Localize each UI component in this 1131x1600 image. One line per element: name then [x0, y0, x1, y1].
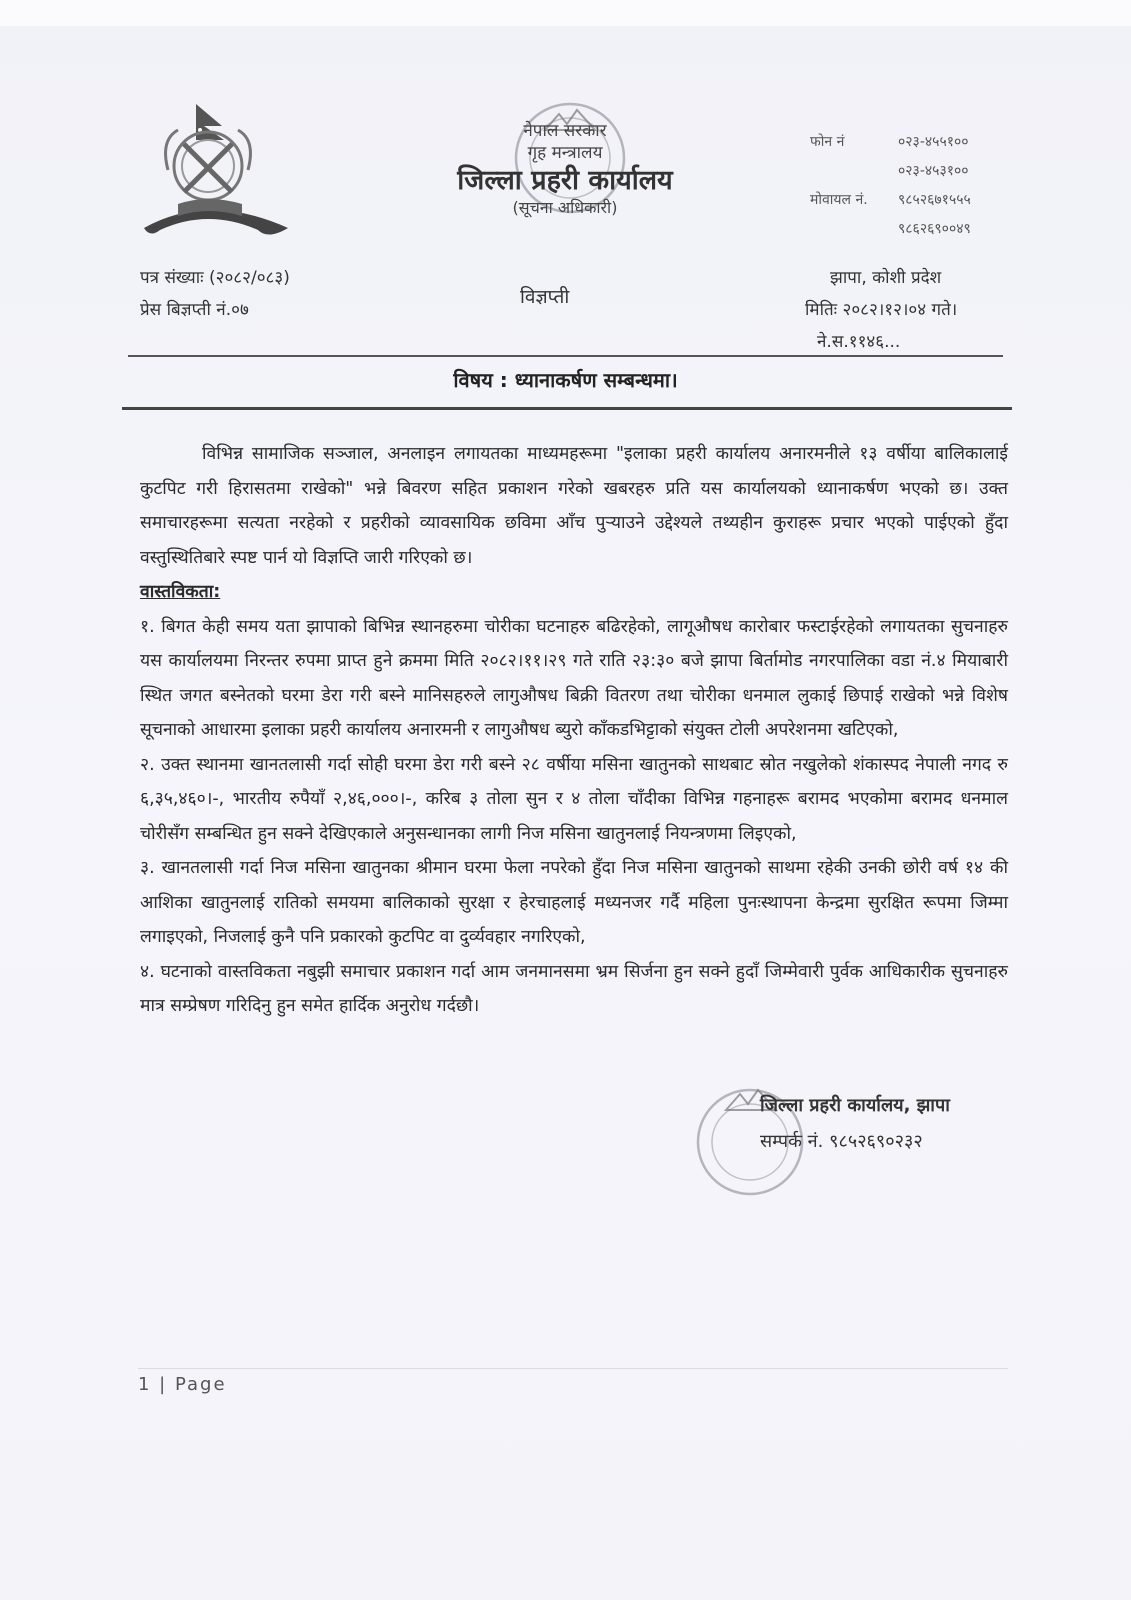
press-release-number: प्रेस बिज्ञप्ती नं.०७ — [140, 300, 249, 320]
nepal-police-emblem-icon — [138, 100, 298, 250]
signature-block — [760, 1088, 1020, 1160]
letter-reference — [140, 262, 290, 326]
notice-title: विज्ञप्ती — [520, 286, 570, 308]
mobile-number: ९८५२६७१५५५ — [898, 192, 971, 208]
office-name: जिल्ला प्रहरी कार्यालय — [457, 165, 673, 196]
mobile-number: ९८६२६९००४९ — [898, 221, 971, 237]
point-item: १. बिगत केही समय यता झापाको बिभिन्न स्थानहरुमा चोरीका घटनाहरु बढिरहेको, लागूऔषध कारोबार फस्टाईरहेको लगायतका सुचनाहरु यस कार्यालयमा निरन्तर रुपमा प्राप्त हुने क्रममा मिति २०८२।११।२९ गते राति २३:३० बजे झापा बिर्तामोड नगरपालिका वडा नं.४ मियाबारी स्थित जगत बस्नेतको घरमा डेरा गरी बस्ने मानिसहरुले लागुऔषध बिक्री वितरण तथा चोरीका धनमाल लुकाई छिपाई राखेको भन्ने विशेष सूचनाको आधारमा इलाका प्रहरी कार्यालय अनारमनी र लागुऔषध ब्युरो काँकडभिट्टाको संयुक्त टोली अपरेशनमा खटिएको, — [140, 616, 1008, 740]
letter-number: पत्र संख्याः (२०८२/०८३) — [140, 268, 290, 288]
subject-line: विषय : ध्यानाकर्षण सम्बन्धमा। — [453, 368, 678, 392]
date-block — [805, 262, 1020, 358]
date: मितिः २०८२।१२।०४ गते। — [805, 300, 958, 320]
scan-top-strip — [0, 0, 1131, 26]
point-item: ४. घटनाको वास्तविकता नबुझी समाचार प्रकाशन गर्दा आम जनमानसमा भ्रम सिर्जना हुन सक्ने हुदाँ जिम्मेवारी पुर्वक आधिकारीक सुचनाहरु मात्र सम्प्रेषण गरिदिनु हुन समेत हार्दिक अनुरोध गर्दछौ। — [140, 961, 1008, 1016]
divider — [128, 355, 1003, 357]
contact-block — [810, 128, 1020, 244]
phone-label: फोन नं — [810, 134, 845, 150]
divider — [122, 407, 1012, 410]
page-number: 1 | Page — [138, 1374, 227, 1395]
facts-heading: वास्तविकता: — [140, 582, 221, 602]
body-text — [140, 437, 1008, 1024]
point-item: २. उक्त स्थानमा खानतलासी गर्दा सोही घरमा डेरा गरी बस्ने २८ वर्षीया मसिना खातुनको साथबाट स्रोत नखुलेको शंकास्पद नेपाली नगद रु ६,३५,४६०।-, भारतीय रुपैयाँ २,४६,०००।-, करिब ३ तोला सुन र ४ तोला चाँदीका विभिन्न गहनाहरू बरामद भएकोमा बरामद धनमाल चोरीसँग सम्बन्धित हुन सक्ने देखिएकाले अनुसन्धानका लागी निज मसिना खातुनलाई नियन्त्रणमा लिइएको, — [140, 754, 1008, 844]
info-officer: (सूचना अधिकारी) — [512, 198, 618, 217]
signature-contact: सम्पर्क नं. ९८५२६९०२३२ — [760, 1131, 923, 1152]
mobile-label: मोवायल नं. — [810, 192, 868, 208]
ministry-name: गृह मन्त्रालय — [527, 143, 603, 163]
point-item: ३. खानतलासी गर्दा निज मसिना खातुनका श्रीमान घरमा फेला नपरेको हुँदा निज मसिना खातुनको साथमा रहेकी उनकी छोरी वर्ष १४ की आशिका खातुनलाई रातिको समयमा बालिकाको सुरक्षा र हेरचाहलाई मध्यनजर गर्दै महिला पुनःस्थापना केन्द्रमा सुरक्षित रूपमा जिम्मा लगाइएको, निजलाई कुनै पनि प्रकारको कुटपिट वा दुर्व्यवहार नगरिएको, — [140, 858, 1008, 947]
footer-divider — [138, 1368, 1008, 1369]
letterhead — [440, 120, 690, 218]
nepal-sambat-date: ने.स.११४६... — [817, 332, 901, 352]
address: झापा, कोशी प्रदेश — [830, 268, 942, 288]
phone-number: ०२३-४५५१०० — [898, 134, 969, 150]
intro-paragraph: विभिन्न सामाजिक सञ्जाल, अनलाइन लगायतका माध्यमहरूमा "इलाका प्रहरी कार्यालय अनारमनीले १३ वर्षीया बालिकालाई कुटपिट गरी हिरासतमा राखेको" भन्ने बिवरण सहित प्रकाशन गरेको खबरहरु प्रति यस कार्यालयको ध्यानाकर्षण भएको छ। उक्त समाचारहरूमा सत्यता नरहेको र प्रहरीको व्यावसायिक छविमा आँच पुऱ्याउने उद्देश्यले तथ्यहीन कुराहरू प्रचार भएको पाईएको हुँदा वस्तुस्थितिबारे स्पष्ट पार्न यो विज्ञप्ति जारी गरिएको छ। — [140, 444, 1008, 568]
phone-number: ०२३-४५३१०० — [898, 163, 969, 179]
government-name: नेपाल सरकार — [523, 121, 607, 141]
signature-office: जिल्ला प्रहरी कार्यालय, झापा — [760, 1095, 950, 1116]
